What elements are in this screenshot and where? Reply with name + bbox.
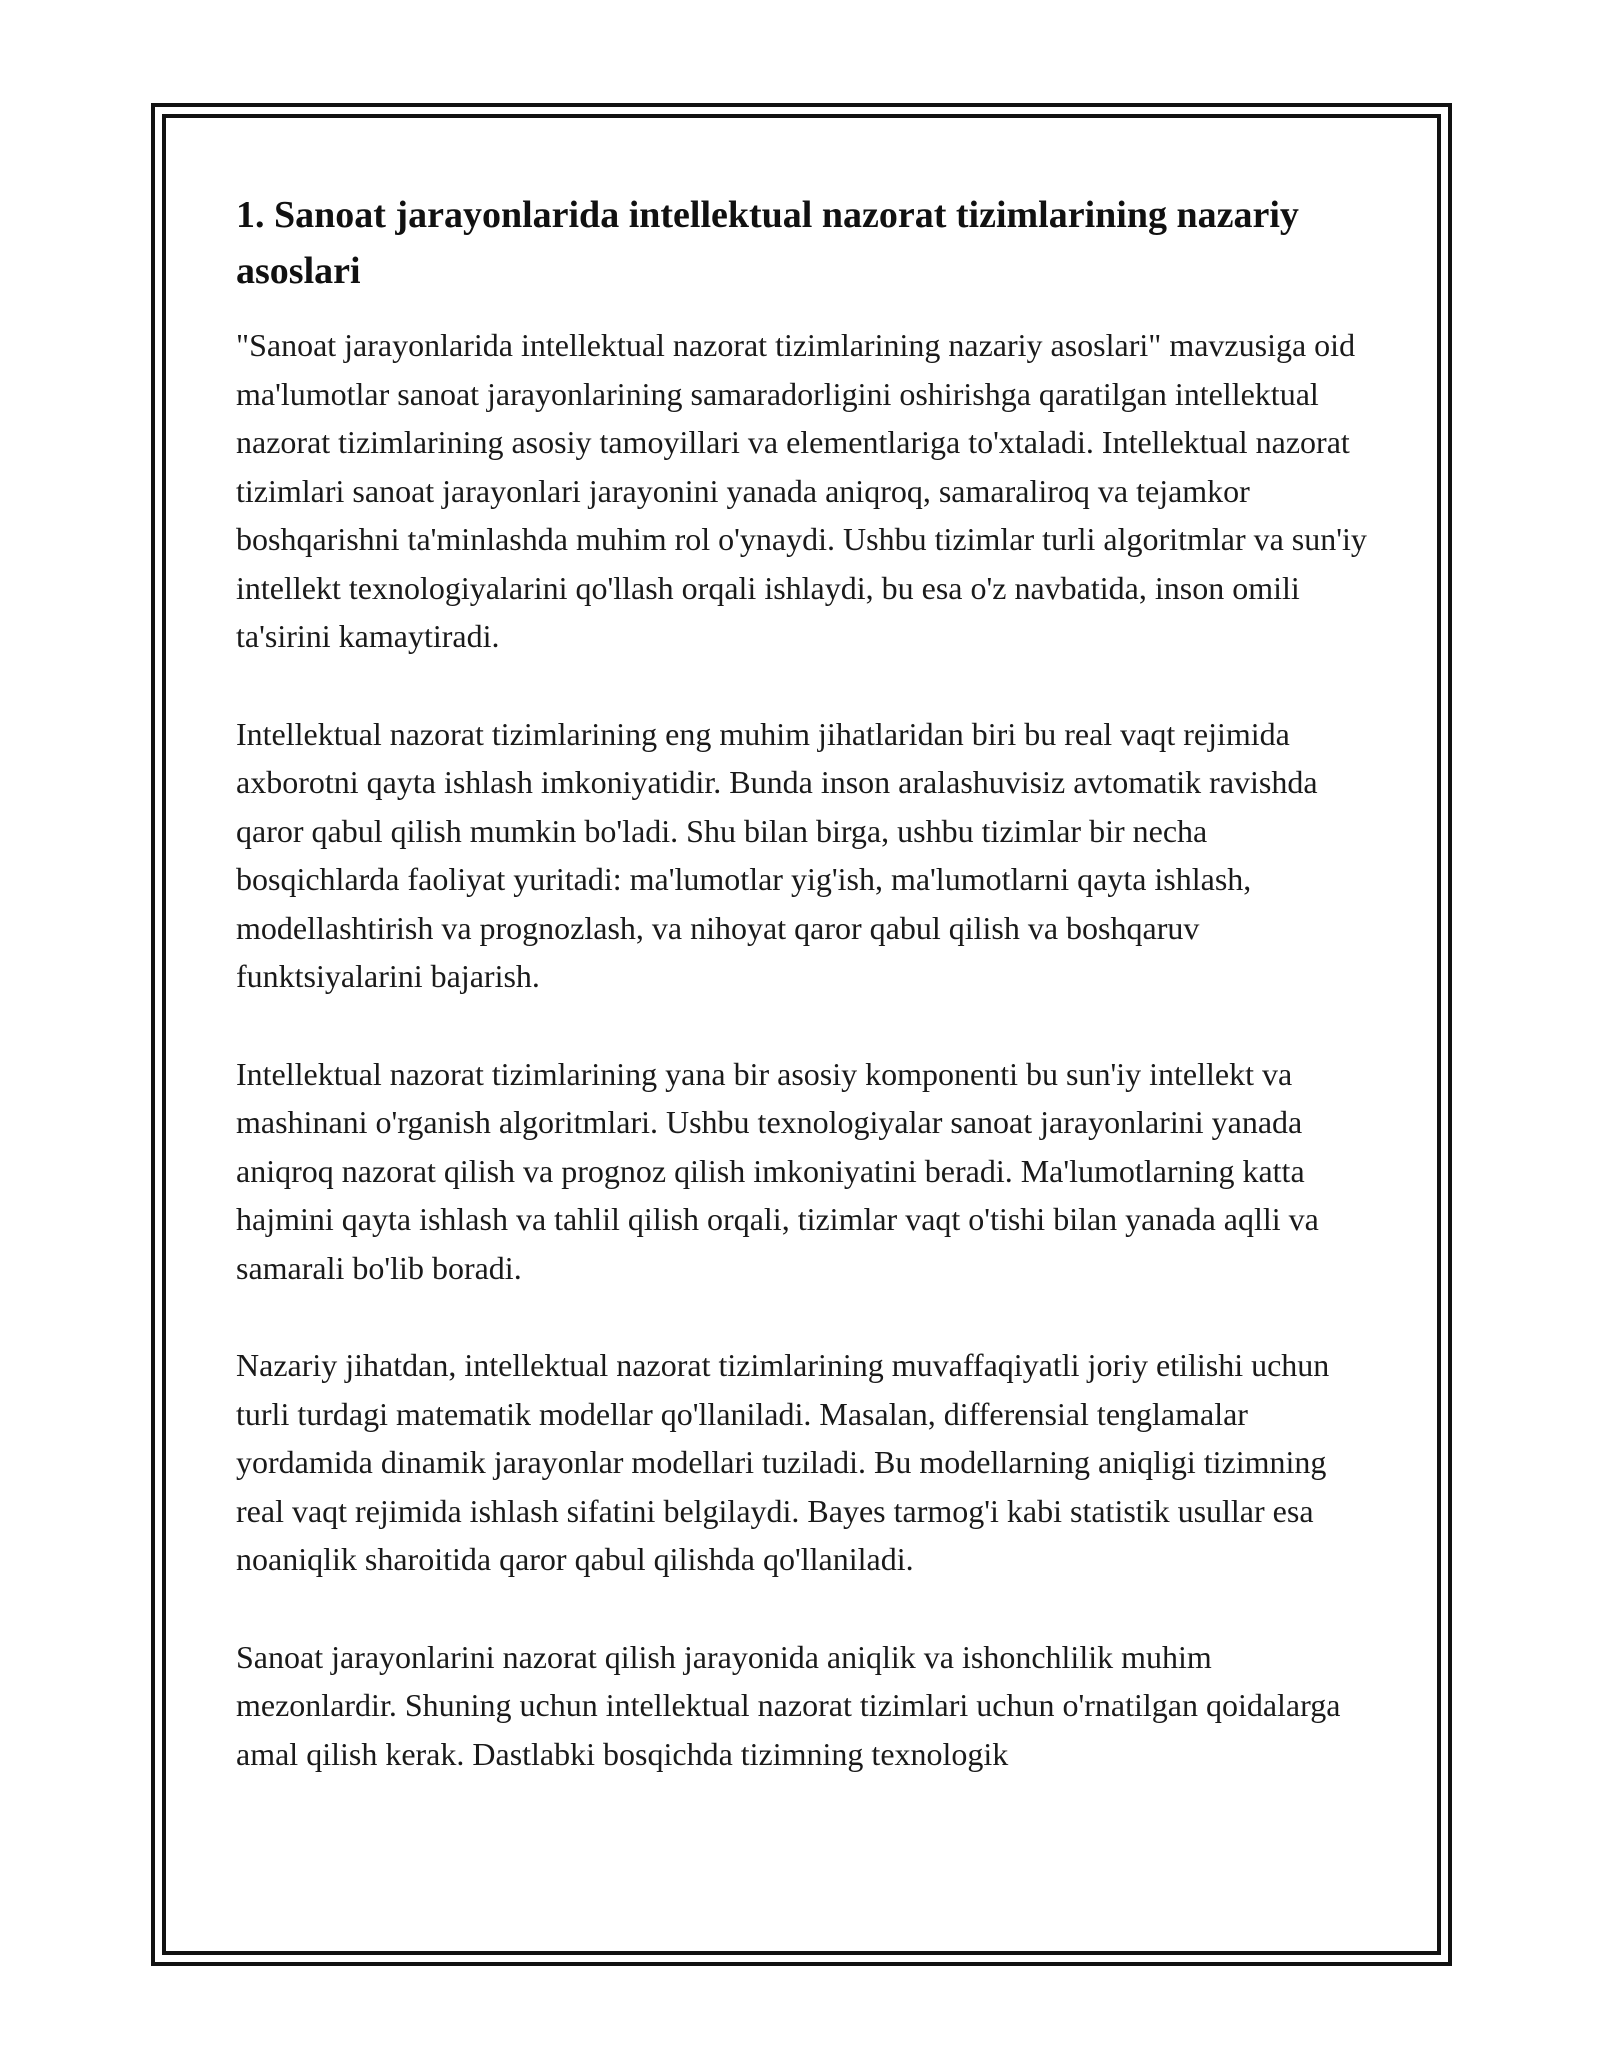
paragraph-1: "Sanoat jarayonlarida intellektual nazorat tizimlarining nazariy asoslari" mavzusiga oid ma'lumotlar sanoat jarayonlarining samaradorligini oshirishga qaratilgan intellektual nazorat tizimlarining asosiy tamoyillari va elementlariga to'xtaladi. Intellektual nazorat tizimlari sanoat jarayonlari jarayonini yanada aniqroq, samaraliroq va tejamkor boshqarishni ta'minlashda muhim rol o'ynaydi. Ushbu tizimlar turli algoritmlar va sun'iy intellekt texnologiyalarini qo'llash orqali ishlaydi, bu esa o'z navbatida, inson omili ta'sirini kamaytiradi. xyxy=(236,327,1367,654)
paragraph-2: Intellektual nazorat tizimlarining eng muhim jihatlaridan biri bu real vaqt rejimida axborotni qayta ishlash imkoniyatidir. Bunda inson aralashuvisiz avtomatik ravishda qaror qabul qilish mumkin bo'ladi. Shu bilan birga, ushbu tizimlar bir necha bosqichlarda faoliyat yuritadi: ma'lumotlar yig'ish, ma'lumotlarni qayta ishlash, modellashtirish va prognozlash, va nihoyat qaror qabul qilish va boshqaruv funktsiyalarini bajarish. xyxy=(236,715,1318,994)
section-heading: 1. Sanoat jarayonlarida intellektual nazorat tizimlarining nazariy asoslari xyxy=(236,194,1299,292)
paragraph-5: Sanoat jarayonlarini nazorat qilish jarayonida aniqlik va ishonchlilik muhim mezonlardir. Shuning uchun intellektual nazorat tizimlari uchun o'rnatilgan qoidalarga amal qilish kerak. Dastlabki bosqichda tizimning texnologik xyxy=(236,1638,1341,1772)
paragraph-4: Nazariy jihatdan, intellektual nazorat tizimlarining muvaffaqiyatli joriy etilishi uchun turli turdagi matematik modellar qo'llaniladi. Masalan, differensial tenglamalar yordamida dinamik jarayonlar modellari tuziladi. Bu modellarning aniqligi tizimning real vaqt rejimida ishlash sifatini belgilaydi. Bayes tarmog'i kabi statistik usullar esa noaniqlik sharoitida qaror qabul qilishda qo'llaniladi. xyxy=(236,1347,1330,1577)
paragraph-3: Intellektual nazorat tizimlarining yana bir asosiy komponenti bu sun'iy intellekt va mashinani o'rganish algoritmlari. Ushbu texnologiyalar sanoat jarayonlarini yanada aniqroq nazorat qilish va prognoz qilish imkoniyatini beradi. Ma'lumotlarning katta hajmini qayta ishlash va tahlil qilish orqali, tizimlar vaqt o'tishi bilan yanada aqlli va samarali bo'lib boradi. xyxy=(236,1055,1319,1286)
document-body xyxy=(236,187,1376,1778)
